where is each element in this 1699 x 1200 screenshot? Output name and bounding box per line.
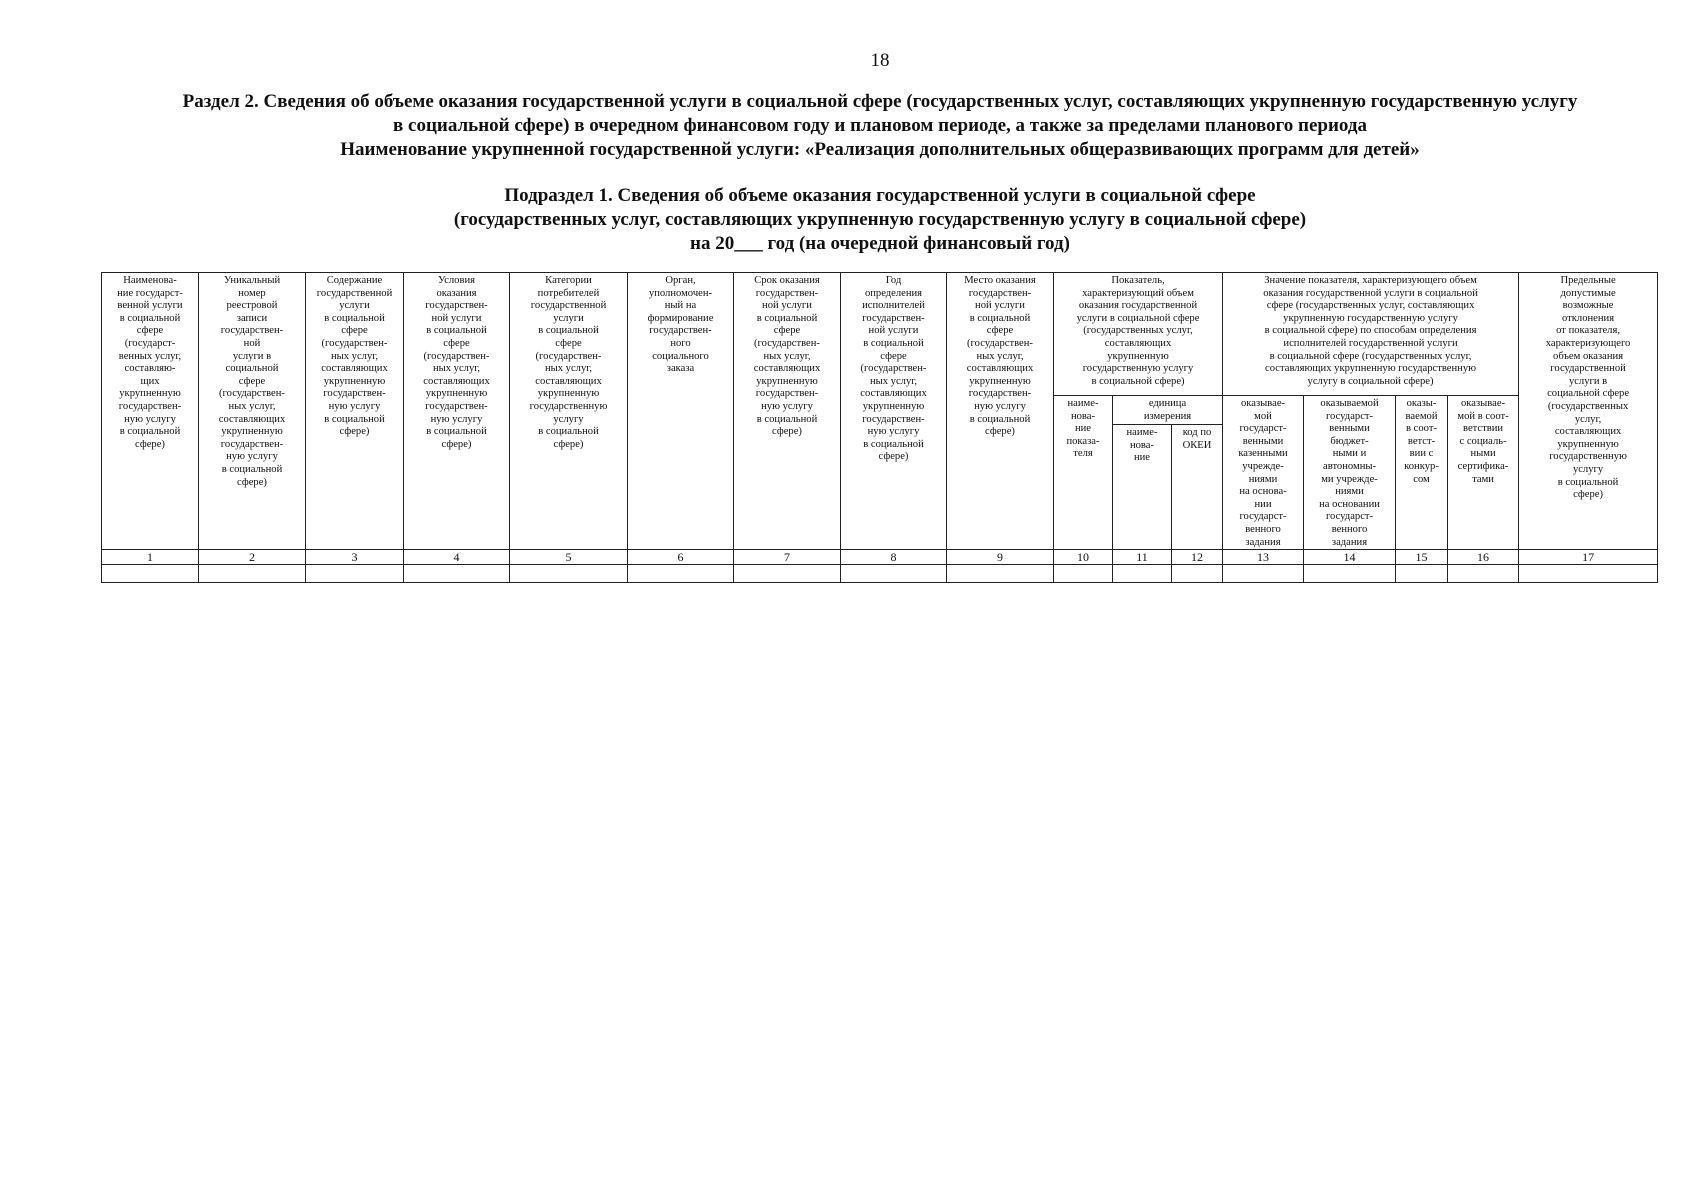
- column-number: 10: [1054, 550, 1113, 565]
- header-registry-number: Уникальный номер реестровой записи государствен- ной услуги в социальной сфере (государствен- ных услуг, составляющих укрупненную государствен- ную услугу в социальной сфере): [199, 273, 306, 550]
- column-number: 9: [947, 550, 1054, 565]
- header-service-content: Содержание государственной услуги в социальной сфере (государствен- ных услуг, составляющих укрупненную государствен- ную услугу в социальной сфере): [306, 273, 404, 550]
- column-number: 17: [1519, 550, 1658, 565]
- data-cell: [1448, 565, 1519, 583]
- header-value-group: Значение показателя, характеризующего объем оказания государственной услуги в социальной сфере (государственных услуг, составляющих укрупненную государственную услугу в социальной сфере) по способам определения исполнителей государственной услуги в социальной сфере (государственных услуг, составляющих укрупненную государственную услугу в социальной сфере): [1223, 273, 1519, 396]
- data-cell: [102, 565, 199, 583]
- subsection-heading-line-1: Подраздел 1. Сведения об объеме оказания государственной услуги в социальной сфере: [504, 185, 1256, 206]
- data-cell: [1172, 565, 1223, 583]
- data-cell: [1223, 565, 1304, 583]
- column-number: 4: [404, 550, 510, 565]
- column-number: 12: [1172, 550, 1223, 565]
- column-number: 15: [1396, 550, 1448, 565]
- data-cell: [1113, 565, 1172, 583]
- header-row-1: [102, 273, 1658, 396]
- header-state-assignment-kazennye: оказывае- мой государст- венными казенными учрежде- ниями на основа- нии государст- венного задания: [1223, 396, 1304, 550]
- data-cell: [841, 565, 947, 583]
- header-authorized-body: Орган, уполномочен- ный на формирование государствен- ного социального заказа: [628, 273, 734, 550]
- data-cell: [628, 565, 734, 583]
- header-indicator-group: Показатель, характеризующий объем оказания государственной услуги в социальной сфере (государственных услуг, составляющих укрупненную государственную услугу в социальной сфере): [1054, 273, 1223, 396]
- header-state-assignment-budget: оказываемой государст- венными бюджет- ными и автономны- ми учрежде- ниями на основании государст- венного задания: [1304, 396, 1396, 550]
- column-number: 13: [1223, 550, 1304, 565]
- section-heading-line-1: Раздел 2. Сведения об объеме оказания государственной услуги в социальной сфере (государственных услуг, составляющих укрупненную государственную услугу: [182, 91, 1578, 112]
- column-number: 16: [1448, 550, 1519, 565]
- data-cell: [199, 565, 306, 583]
- header-unit-group: единица измерения: [1113, 396, 1223, 425]
- header-competition: оказы- ваемой в соот- ветст- вии с конкур- сом: [1396, 396, 1448, 550]
- data-cell: [947, 565, 1054, 583]
- volume-table-container: [101, 272, 1657, 583]
- page-number: 18: [870, 50, 890, 71]
- column-number: 8: [841, 550, 947, 565]
- header-service-place: Место оказания государствен- ной услуги в социальной сфере (государствен- ных услуг, составляющих укрупненную государствен- ную услугу в социальной сфере): [947, 273, 1054, 550]
- data-cell: [734, 565, 841, 583]
- section-heading-line-2: в социальной сфере) в очередном финансовом году и плановом периоде, а также за пределами планового периода: [393, 115, 1367, 136]
- data-cell: [404, 565, 510, 583]
- data-cell: [510, 565, 628, 583]
- data-row: [102, 565, 1658, 583]
- subsection-heading-line-3: на 20___ год (на очередной финансовый год): [690, 233, 1070, 254]
- section-heading-line-3: Наименование укрупненной государственной услуги: «Реализация дополнительных общеразвивающих программ для детей»: [340, 139, 1420, 160]
- column-number: 1: [102, 550, 199, 565]
- data-cell: [1519, 565, 1658, 583]
- header-allowed-deviations: Предельные допустимые возможные отклонения от показателя, характеризующего объем оказания государственной услуги в социальной сфере (государственных услуг, составляющих укрупненную государственную услугу в социальной сфере): [1519, 273, 1658, 550]
- section-heading: [130, 90, 1630, 162]
- volume-table: [101, 272, 1658, 583]
- column-number: 3: [306, 550, 404, 565]
- data-cell: [1396, 565, 1448, 583]
- column-number: 14: [1304, 550, 1396, 565]
- header-consumer-categories: Категории потребителей государственной услуги в социальной сфере (государствен- ных услуг, составляющих укрупненную государственную услугу в социальной сфере): [510, 273, 628, 550]
- header-service-conditions: Условия оказания государствен- ной услуги в социальной сфере (государствен- ных услуг, составляющих укрупненную государствен- ную услугу в социальной сфере): [404, 273, 510, 550]
- column-number-row: [102, 550, 1658, 565]
- column-number: 6: [628, 550, 734, 565]
- header-okei-code: код по ОКЕИ: [1172, 425, 1223, 550]
- header-unit-name: наиме- нова- ние: [1113, 425, 1172, 550]
- subsection-heading: [330, 184, 1430, 256]
- data-cell: [1054, 565, 1113, 583]
- data-cell: [306, 565, 404, 583]
- column-number: 5: [510, 550, 628, 565]
- column-number: 2: [199, 550, 306, 565]
- column-number: 11: [1113, 550, 1172, 565]
- data-cell: [1304, 565, 1396, 583]
- header-social-certificates: оказывае- мой в соот- ветствии с социаль- ными сертифика- тами: [1448, 396, 1519, 550]
- subsection-heading-line-2: (государственных услуг, составляющих укрупненную государственную услугу в социальной сфере): [453, 209, 1307, 230]
- header-indicator-name: наиме- нова- ние показа- теля: [1054, 396, 1113, 550]
- header-contractor-year: Год определения исполнителей государствен- ной услуги в социальной сфере (государствен- ных услуг, составляющих укрупненную государствен- ную услугу в социальной сфере): [841, 273, 947, 550]
- header-service-term: Срок оказания государствен- ной услуги в социальной сфере (государствен- ных услуг, составляющих укрупненную государствен- ную услугу в социальной сфере): [734, 273, 841, 550]
- header-service-name: Наименова- ние государст- венной услуги в социальной сфере (государст- венных услуг, составляю- щих укрупненную государствен- ную услугу в социальной сфере): [102, 273, 199, 550]
- column-number: 7: [734, 550, 841, 565]
